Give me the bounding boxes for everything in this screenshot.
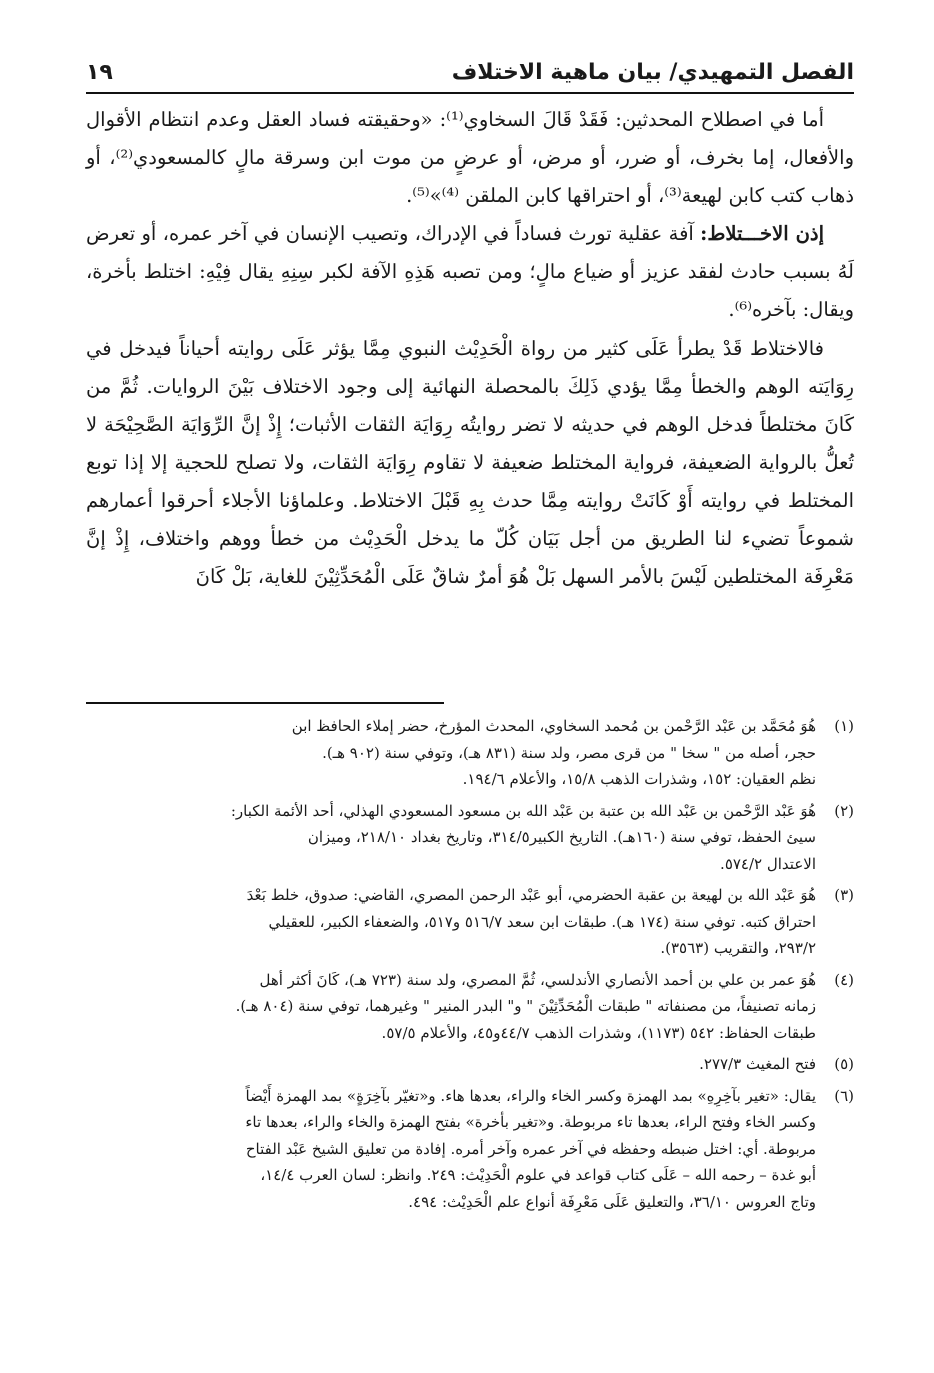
footnote-line: ٢٩٣/٢، والتقريب (٣٥٦٣). <box>660 939 816 957</box>
footnote <box>86 713 854 793</box>
footnote <box>86 1051 854 1078</box>
footnote-number: (٣) <box>834 886 854 904</box>
footnote-number: (٦) <box>834 1086 854 1105</box>
footnote-line: سيئ الحفظ، توفي سنة (١٦٠هـ). التاريخ الكبير٣١٤/٥، وتاريخ بغداد ٢١٨/١٠، وميزان <box>307 828 816 846</box>
footnote-line: احتراق كتبه. توفي سنة (١٧٤ هـ). طبقات ابن سعد ٥١٦/٧ و٥١٧، والضعفاء الكبير، للعقيلي <box>268 912 816 931</box>
main-text <box>86 101 854 596</box>
footnote-line: الاعتدال ٥٧٤/٢. <box>720 854 816 873</box>
footnote-line: طبقات الحفاظ: ٥٤٢ (١١٧٣)، وشذرات الذهب ٤٤/٧و٤٥، والأعلام ٥٧/٥. <box>381 1023 816 1042</box>
footnote-line: زمانه تصنيفاً، من مصنفاته " طبقات الْمُحَدِّثِيْنَ " و" البدر المنير " وغيرهما، توفي سنة (٨٠٤ هـ). <box>235 997 816 1015</box>
footnote-line: نظم العقيان: ١٥٢، وشذرات الذهب ١٥/٨، والأعلام ١٩٤/٦. <box>462 770 816 788</box>
chapter-title: الفصل التمهيدي/ بيان ماهية الاختلاف <box>451 60 854 85</box>
footnote <box>86 882 854 962</box>
footnote <box>86 1083 854 1216</box>
paragraph-lead-term: إذن الاخـــتلاط: <box>700 222 824 246</box>
paragraph-conclusion <box>86 215 854 329</box>
paragraph-conclusion-text: آفة عقلية تورث فساداً في الإدراك، وتصيب الإنسان في آخر عمره، أو تعرض لَهُ بسبب حادث لفقد عزيز أو ضياع مالٍ؛ ومن تصبه هَذِهِ الآفة لكبر سِنِهِ يقال فِيْهِ: اختلط بأخرة، ويقال: بآخره⁽⁶⁾. <box>86 222 854 322</box>
footnote-separator <box>86 702 444 704</box>
footnote-line: هُوَ عَبْد الرَّحْمن بن عَبْد الله بن عتبة بن عَبْد الله بن مسعود المسعودي الهذلي، أحد الأئمة الكبار: <box>230 801 816 820</box>
footnote-line: هُوَ عَبْد الله بن لهيعة بن عقبة الحضرمي، أبو عَبْد الرحمن المصري، القاضي: صدوق، خلط بَعْدَ <box>246 886 816 904</box>
footnote-line: يقال: «تغير بآخِرِهِ» بمد الهمزة وكسر الخاء والراء، بعدها هاء. و«تغيّر بآخِرَةٍ» بمد الهمزة أَيْضاً <box>245 1086 816 1105</box>
footnote-line: فتح المغيث ٢٧٧/٣. <box>699 1055 816 1073</box>
page-number: ١٩ <box>86 60 113 85</box>
footnote-line: أبو غدة – رحمه الله – عَلَى كتاب قواعد في علوم الْحَدِيْث: ٢٤٩. وانظر: لسان العرب ١٤/٤، <box>260 1166 816 1184</box>
footnote-line: حجر، أصله من " سخا " من قرى مصر، ولد سنة (٨٣١ هـ)، وتوفي سنة (٩٠٢ هـ). <box>322 743 816 762</box>
footnote <box>86 967 854 1047</box>
paragraph-discussion: فالاختلاط قَدْ يطرأ عَلَى كثير من رواة الْحَدِيْث النبوي مِمَّا يؤثر عَلَى روايته أحياناً فيدخل في رِوَايَته الوهم والخطأ مِمَّا يؤدي ذَلِكَ بالمحصلة النهائية إلى وجود الاختلاف بَيْنَ الروايات. ثُمَّ من كَانَ مختلطاً فدخل الوهم في حديثه لا تضر روايتُه رِوَايَة الثقات الأثبات؛ إِذْ إنَّ الرِّوَايَة الصَّحِيْحَة لا تُعلُّ بالرواية الضعيفة، فرواية المختلط ضعيفة لا تقاوم رِوَايَة الثقات، ولا تصلح للحجية إلا إذا توبع المختلط في روايته أَوْ كَانَتْ روايته مِمَّا حدث بِهِ قَبْلَ الاختلاط. وعلماؤنا الأجلاء أحرقوا أعمارهم شموعاً تضيء لنا الطريق من أجل بَيَان كُلّ ما يدخل الْحَدِيْث من خطأ ووهم واختلاف، إِذْ إنَّ مَعْرِفَة المختلطين لَيْسَ بالأمر السهل بَلْ هُوَ أمرٌ شاقٌ عَلَى الْمُحَدِّثِيْنَ للغاية، بَلْ كَانَ <box>86 336 854 589</box>
footnote <box>86 798 854 878</box>
footnote-line: وتاج العروس ٣٦/١٠، والتعليق عَلَى مَعْرِفَة أنواع علم الْحَدِيْث: ٤٩٤. <box>408 1192 816 1211</box>
footnotes <box>86 713 854 1220</box>
footnote-line: مربوطة. أي: اختل ضبطه وحفظه في آخر عمره وآخر أمره. إفادة من تعليق الشيخ عَبْد الفتاح <box>245 1139 816 1158</box>
footnote-number: (٢) <box>834 801 854 820</box>
footnote-number: (٤) <box>834 970 854 989</box>
footnote-number: (٥) <box>834 1055 854 1073</box>
footnote-number: (١) <box>834 717 854 735</box>
footnote-line: هُوَ عمر بن علي بن أحمد الأنصاري الأندلسي، ثُمَّ المصري، ولد سنة (٧٢٣ هـ)، كَانَ أكثر أهل <box>259 970 816 989</box>
running-header <box>86 56 854 94</box>
footnote-line: هُوَ مُحَمَّد بن عَبْد الرَّحْمن بن مُحمد السخاوي، المحدث المؤرخ، حضر إملاء الحافظ ابن <box>291 717 816 735</box>
paragraph-definition: أما في اصطلاح المحدثين: فَقَدْ قَالَ السخاوي⁽¹⁾: «وحقيقته فساد العقل وعدم انتظام الأقوال والأفعال، إما بخرف، أو ضرر، أو مرض، أو عرضٍ من موت ابن وسرقة مالٍ كالمسعودي⁽²⁾، أو ذهاب كتب كابن لهيعة⁽³⁾، أو احتراقها كابن الملقن ⁽⁴⁾»⁽⁵⁾. <box>86 108 854 208</box>
footnote-line: وكسر الخاء وفتح الراء، بعدها تاء مربوطة. و«تغير بأخرة» بفتح الهمزة والخاء والراء، بعدها تاء <box>245 1113 816 1131</box>
